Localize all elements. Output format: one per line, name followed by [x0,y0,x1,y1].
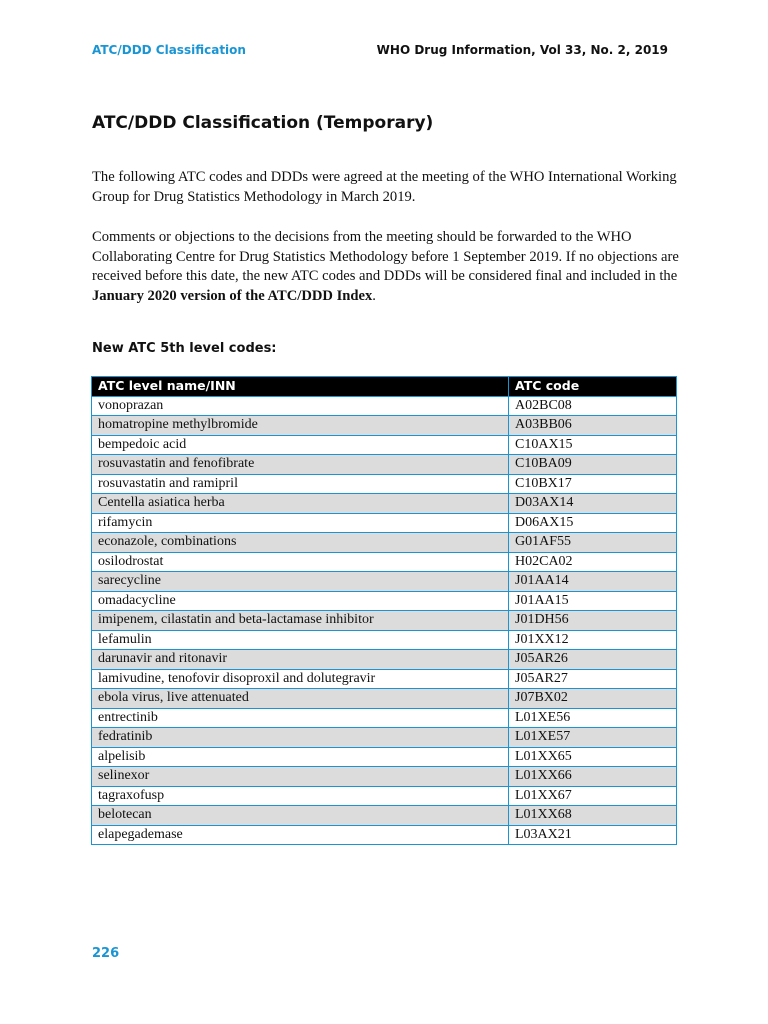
cell-atc-code: L01XX68 [509,806,677,826]
table-row [92,689,677,709]
running-header-journal: WHO Drug Information, Vol 33, No. 2, 2019 [376,43,668,57]
cell-atc-code: A02BC08 [509,396,677,416]
cell-atc-code: L01XE57 [509,728,677,748]
table-row [92,494,677,514]
page-number: 226 [92,946,120,961]
table-row [92,455,677,475]
table-row [92,552,677,572]
cell-inn-name: darunavir and ritonavir [92,650,509,670]
cell-inn-name: entrectinib [92,708,509,728]
page-title: ATC/DDD Classification (Temporary) [92,113,434,133]
table-row [92,708,677,728]
table-row [92,533,677,553]
cell-inn-name: Centella asiatica herba [92,494,509,514]
table-row [92,435,677,455]
comments-text: Comments or objections to the decisions from the meeting should be forwarded to the WHO Collaborating Centre for Drug Statistics Methodology before 1 September 2019. If no objections are received before this date, the new ATC codes and DDDs will be considered final and included in the [92,229,679,284]
cell-atc-code: C10BA09 [509,455,677,475]
table-row [92,650,677,670]
cell-atc-code: J01AA15 [509,591,677,611]
cell-atc-code: L01XE56 [509,708,677,728]
table-row [92,669,677,689]
table-row [92,416,677,436]
table-row [92,806,677,826]
cell-atc-code: L01XX67 [509,786,677,806]
column-header-name: ATC level name/INN [92,377,509,397]
cell-atc-code: J05AR26 [509,650,677,670]
table-row [92,767,677,787]
cell-atc-code: L01XX66 [509,767,677,787]
section-subheading: New ATC 5th level codes: [92,341,277,356]
cell-atc-code: C10AX15 [509,435,677,455]
cell-atc-code: G01AF55 [509,533,677,553]
cell-atc-code: D03AX14 [509,494,677,514]
intro-paragraph: The following ATC codes and DDDs were agreed at the meeting of the WHO International Working Group for Drug Statistics Methodology in March 2019. [92,169,677,205]
table-row [92,591,677,611]
table-row [92,396,677,416]
cell-inn-name: rifamycin [92,513,509,533]
cell-atc-code: J05AR27 [509,669,677,689]
cell-inn-name: belotecan [92,806,509,826]
cell-inn-name: econazole, combinations [92,533,509,553]
cell-inn-name: ebola virus, live attenuated [92,689,509,709]
cell-inn-name: lamivudine, tenofovir disoproxil and dolutegravir [92,669,509,689]
cell-inn-name: osilodrostat [92,552,509,572]
cell-atc-code: A03BB06 [509,416,677,436]
cell-inn-name: rosuvastatin and fenofibrate [92,455,509,475]
table-body [92,396,677,845]
cell-inn-name: rosuvastatin and ramipril [92,474,509,494]
comments-paragraph [92,228,682,306]
cell-atc-code: C10BX17 [509,474,677,494]
index-version-emphasis: January 2020 version of the ATC/DDD Index [92,287,373,304]
table-row [92,611,677,631]
cell-atc-code: J01XX12 [509,630,677,650]
cell-atc-code: L01XX65 [509,747,677,767]
table-row [92,513,677,533]
cell-atc-code: H02CA02 [509,552,677,572]
cell-inn-name: homatropine methylbromide [92,416,509,436]
table-row [92,747,677,767]
cell-inn-name: elapegademase [92,825,509,845]
cell-inn-name: vonoprazan [92,396,509,416]
comments-end: . [372,287,376,304]
cell-atc-code: J07BX02 [509,689,677,709]
cell-inn-name: tagraxofusp [92,786,509,806]
cell-inn-name: lefamulin [92,630,509,650]
cell-atc-code: J01DH56 [509,611,677,631]
table-row [92,572,677,592]
cell-atc-code: D06AX15 [509,513,677,533]
table-row [92,786,677,806]
cell-inn-name: imipenem, cilastatin and beta-lactamase inhibitor [92,611,509,631]
table-row [92,825,677,845]
table-header-row [92,377,677,397]
running-header-section: ATC/DDD Classification [92,43,246,57]
cell-atc-code: J01AA14 [509,572,677,592]
table-row [92,630,677,650]
cell-atc-code: L03AX21 [509,825,677,845]
column-header-code: ATC code [509,377,677,397]
cell-inn-name: bempedoic acid [92,435,509,455]
table-row [92,474,677,494]
cell-inn-name: selinexor [92,767,509,787]
table-row [92,728,677,748]
cell-inn-name: alpelisib [92,747,509,767]
atc-codes-table [91,376,677,845]
cell-inn-name: omadacycline [92,591,509,611]
cell-inn-name: fedratinib [92,728,509,748]
cell-inn-name: sarecycline [92,572,509,592]
